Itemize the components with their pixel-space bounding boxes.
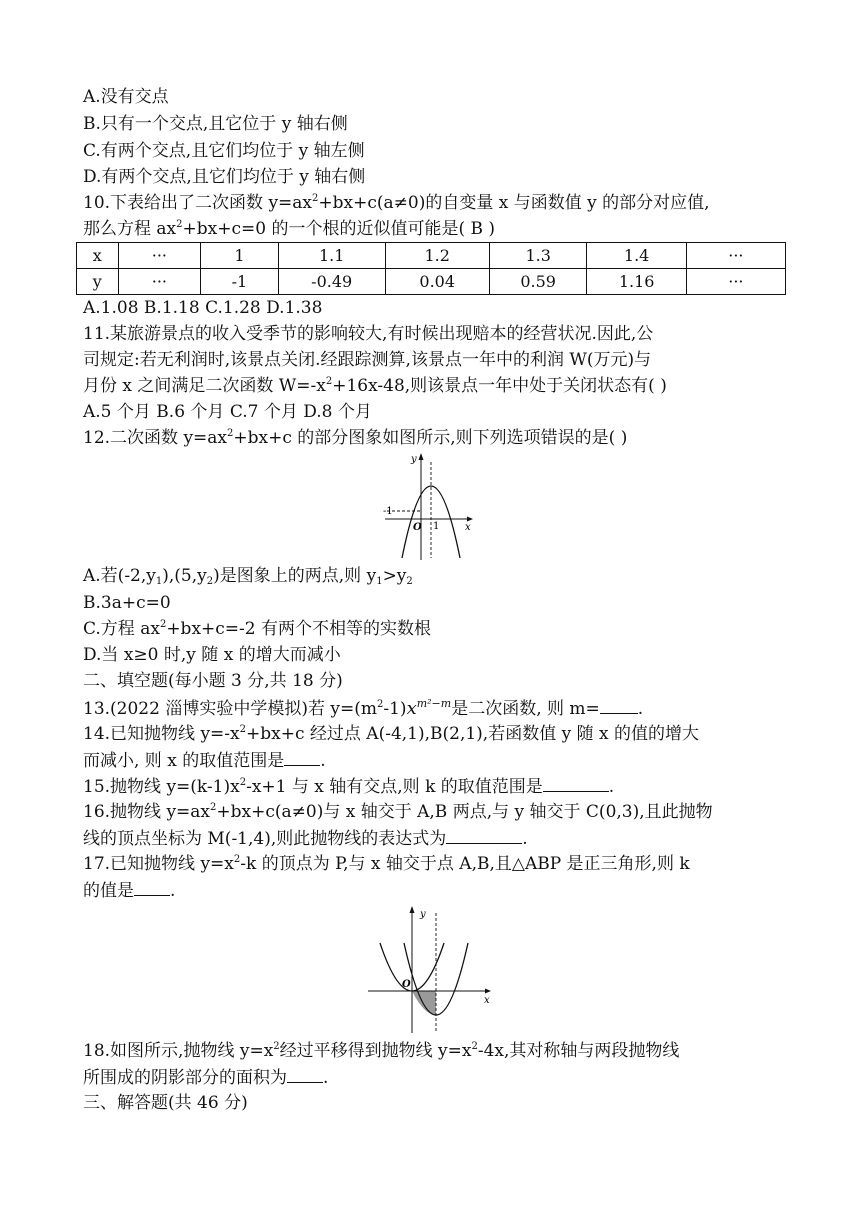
q13-answer-blank[interactable] (600, 697, 638, 714)
table-row-x (77, 243, 786, 269)
table-cell: y (77, 269, 119, 295)
q10-options: A.1.08 B.1.18 C.1.28 D.1.38 (83, 298, 323, 318)
q11-line3: 月份 x 之间满足二次函数 $W=-x^2+16x-48$,则该景点一年中处于关闭状态有( ) (83, 376, 667, 396)
table-cell: -0.49 (278, 269, 385, 295)
table-row-y (77, 269, 786, 295)
y-axis-label: y (411, 454, 417, 465)
table-cell: 0.04 (385, 269, 489, 295)
table-cell: ··· (118, 243, 201, 269)
q11-line2: 司规定:若无利润时,该景点关闭.经跟踪测算,该景点一年中的利润 W(万元)与 (83, 350, 652, 370)
q12-stem: 12.二次函数 $y=ax^2+bx+c$ 的部分图象如图所示,则下列选项错误的是( ) (83, 428, 628, 448)
table-cell: ··· (686, 243, 785, 269)
q16-line2: 线的顶点坐标为 M(-1,4),则此抛物线的表达式为 . (83, 829, 528, 849)
section-3-heading: 三、解答题(共 46 分) (83, 1093, 248, 1113)
value-table (76, 242, 786, 295)
q12-option-b: B.3a+c=0 (83, 593, 171, 613)
table-cell: -1 (201, 269, 279, 295)
q15-answer-blank[interactable] (543, 775, 609, 792)
table-cell: ··· (118, 269, 201, 295)
q12-option-d: D.当 x≥0 时,y 随 x 的增大而减小 (83, 645, 341, 665)
q16-answer-blank[interactable] (446, 827, 522, 844)
table-cell: 1.4 (587, 243, 686, 269)
table-cell: x (77, 243, 119, 269)
tick-label-minus-1: -1 (383, 506, 393, 517)
table-cell: ··· (686, 269, 785, 295)
table-cell: 1 (201, 243, 279, 269)
x-axis-label: x (484, 995, 490, 1006)
table-cell: 1.3 (489, 243, 587, 269)
q9-option-a: A.没有交点 (83, 87, 169, 107)
q9-option-b: B.只有一个交点,且它位于 y 轴右侧 (83, 114, 348, 134)
q17-line1: 17.已知抛物线 $y=x^2-k$ 的顶点为 P,与 x 轴交于点 A,B,且△ABP 是正三角形,则 k (83, 854, 690, 874)
x-axis-arrow (485, 989, 491, 994)
q18-line1: 18.如图所示,抛物线 $y=x^2$经过平移得到抛物线 $y=x^2-4x$,其对称轴与两段抛物线 (83, 1041, 680, 1061)
q16-line1: 16.抛物线 $y=ax^2+bx+c(a\ne 0)$与 x 轴交于 A,B 两点,与 y 轴交于 C(0,3),且此抛物 (83, 802, 713, 822)
x-axis-arrow (467, 517, 473, 522)
y-axis-arrow (419, 453, 424, 460)
q12-option-a: A.若$(-2,y_1),(5,y_2)$是图象上的两点,则 $y_1>y_2$ (83, 566, 413, 587)
table-cell: 1.2 (385, 243, 489, 269)
q18-parabola-figure (360, 903, 500, 1035)
y-axis-arrow (410, 906, 415, 913)
origin-label: O (402, 979, 411, 990)
x-axis-label: x (465, 522, 471, 533)
q14-line2: 而减小, 则 x 的取值范围是 . (83, 751, 326, 771)
section-2-heading: 二、填空题(每小题 3 分,共 18 分) (83, 671, 343, 691)
table-cell: 1.1 (278, 243, 385, 269)
q10-stem-line1: 10.下表给出了二次函数 $y=ax^2+bx+c(a\ne 0)$的自变量 x 与函数值 y 的部分对应值, (83, 193, 710, 213)
q12-parabola-figure (375, 450, 485, 562)
tick-label-1: 1 (433, 521, 440, 532)
table-cell: 1.16 (587, 269, 686, 295)
y-axis-label: y (420, 909, 426, 920)
q17-line2: 的值是 . (83, 881, 176, 901)
q11-line1: 11.某旅游景点的收入受季节的影响较大,有时候出现赔本的经营状况.因此,公 (83, 324, 654, 344)
q10-stem-line2: 那么方程 $ax^2+bx+c=0$ 的一个根的近似值可能是( B ) (83, 219, 496, 239)
origin-label: O (413, 522, 422, 533)
q14-line1: 14.已知抛物线 $y=-x^2+bx+c$ 经过点 A(-4,1),B(2,1),若函数值 y 随 x 的值的增大 (83, 724, 700, 744)
q9-option-d: D.有两个交点,且它们均位于 y 轴右侧 (83, 167, 366, 187)
q11-options: A.5 个月 B.6 个月 C.7 个月 D.8 个月 (83, 402, 372, 422)
q12-option-c: C.方程 $ax^2+bx+c=-2$ 有两个不相等的实数根 (83, 619, 431, 639)
q13: 13.(2022 淄博实验中学模拟)若 $y=(m^2-1)x^{m^2-m}$是二次函数, 则 m= . (83, 697, 644, 719)
q18-answer-blank[interactable] (287, 1066, 323, 1083)
table-cell: 0.59 (489, 269, 587, 295)
q9-option-c: C.有两个交点,且它们均位于 y 轴左侧 (83, 141, 365, 161)
q17-answer-blank[interactable] (134, 879, 170, 896)
q15: 15.抛物线 $y=(k-1)x^2-x+1$ 与 x 轴有交点,则 k 的取值范围是 . (83, 777, 615, 797)
shaded-region (412, 991, 436, 1015)
q18-line2: 所围成的阴影部分的面积为 . (83, 1068, 329, 1088)
q14-answer-blank[interactable] (284, 749, 320, 766)
